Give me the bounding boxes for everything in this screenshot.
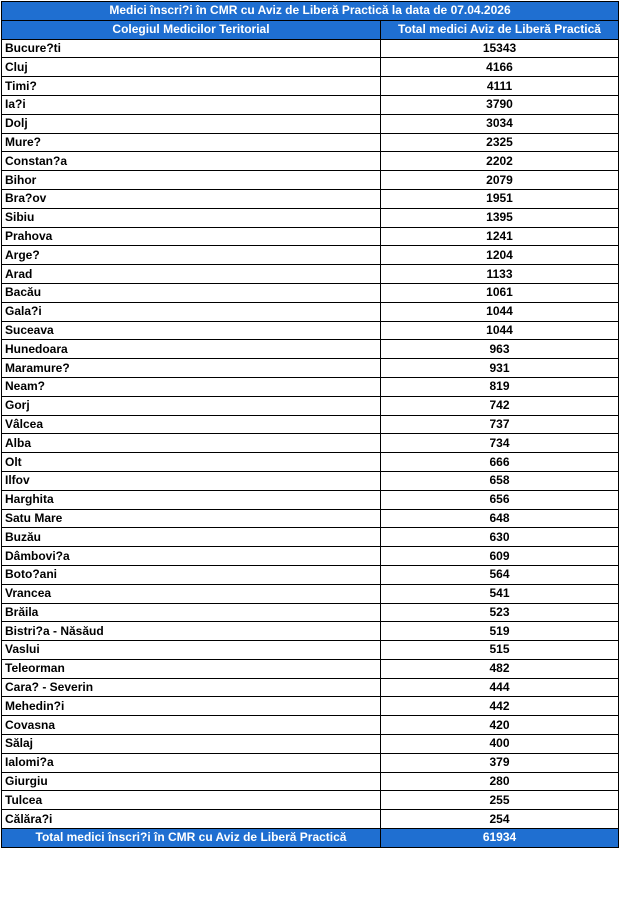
college-name: Suceava xyxy=(2,321,381,340)
college-name: Bacău xyxy=(2,283,381,302)
doctor-count: 734 xyxy=(381,434,619,453)
doctor-count: 2079 xyxy=(381,171,619,190)
table-row xyxy=(2,246,619,265)
table-row xyxy=(2,678,619,697)
college-name: Timi? xyxy=(2,77,381,96)
doctor-count: 630 xyxy=(381,528,619,547)
college-name: Giurgiu xyxy=(2,772,381,791)
doctor-count: 482 xyxy=(381,659,619,678)
college-name: Bra?ov xyxy=(2,189,381,208)
table-row xyxy=(2,584,619,603)
table-title: Medici înscri?i în CMR cu Aviz de Liberă Practică la data de 07.04.2026 xyxy=(2,2,619,21)
college-name: Mehedin?i xyxy=(2,697,381,716)
college-name: Mure? xyxy=(2,133,381,152)
table-row xyxy=(2,490,619,509)
table-row xyxy=(2,171,619,190)
doctor-count: 3790 xyxy=(381,95,619,114)
total-value: 61934 xyxy=(381,829,619,848)
college-name: Bucure?ti xyxy=(2,39,381,58)
college-name: Covasna xyxy=(2,716,381,735)
college-name: Teleorman xyxy=(2,659,381,678)
college-name: Harghita xyxy=(2,490,381,509)
table-row xyxy=(2,396,619,415)
table-row xyxy=(2,189,619,208)
college-name: Cara? - Severin xyxy=(2,678,381,697)
college-name: Călăra?i xyxy=(2,810,381,829)
table-row xyxy=(2,208,619,227)
table-row xyxy=(2,39,619,58)
title-row xyxy=(2,2,619,21)
college-name: Buzău xyxy=(2,528,381,547)
college-name: Vaslui xyxy=(2,641,381,660)
doctor-count: 666 xyxy=(381,453,619,472)
doctor-count: 931 xyxy=(381,359,619,378)
doctor-count: 742 xyxy=(381,396,619,415)
doctor-count: 1133 xyxy=(381,265,619,284)
doctor-count: 523 xyxy=(381,603,619,622)
doctor-count: 3034 xyxy=(381,114,619,133)
doctor-count: 280 xyxy=(381,772,619,791)
doctor-count: 4111 xyxy=(381,77,619,96)
college-name: Cluj xyxy=(2,58,381,77)
college-name: Vrancea xyxy=(2,584,381,603)
doctor-count: 1061 xyxy=(381,283,619,302)
table-row xyxy=(2,659,619,678)
college-name: Ialomi?a xyxy=(2,753,381,772)
doctor-count: 648 xyxy=(381,509,619,528)
table-row xyxy=(2,471,619,490)
doctor-count: 1241 xyxy=(381,227,619,246)
doctor-count: 420 xyxy=(381,716,619,735)
table-row xyxy=(2,359,619,378)
college-name: Hunedoara xyxy=(2,340,381,359)
table-row xyxy=(2,227,619,246)
column-header-college: Colegiul Medicilor Teritorial xyxy=(2,20,381,39)
table-row xyxy=(2,772,619,791)
college-name: Ia?i xyxy=(2,95,381,114)
doctor-count: 1395 xyxy=(381,208,619,227)
table-row xyxy=(2,453,619,472)
total-row xyxy=(2,829,619,848)
college-name: Maramure? xyxy=(2,359,381,378)
total-label: Total medici înscri?i în CMR cu Aviz de Liberă Practică xyxy=(2,829,381,848)
doctor-count: 254 xyxy=(381,810,619,829)
doctor-count: 15343 xyxy=(381,39,619,58)
college-name: Constan?a xyxy=(2,152,381,171)
doctor-count: 1044 xyxy=(381,321,619,340)
college-name: Bistri?a - Năsăud xyxy=(2,622,381,641)
doctor-count: 656 xyxy=(381,490,619,509)
doctors-table xyxy=(1,1,619,848)
table-body xyxy=(2,39,619,828)
doctor-count: 1951 xyxy=(381,189,619,208)
college-name: Sibiu xyxy=(2,208,381,227)
college-name: Arad xyxy=(2,265,381,284)
doctor-count: 658 xyxy=(381,471,619,490)
table-row xyxy=(2,58,619,77)
college-name: Alba xyxy=(2,434,381,453)
table-row xyxy=(2,603,619,622)
header-row xyxy=(2,20,619,39)
doctor-count: 400 xyxy=(381,735,619,754)
table-row xyxy=(2,753,619,772)
table-row xyxy=(2,95,619,114)
college-name: Vâlcea xyxy=(2,415,381,434)
college-name: Gala?i xyxy=(2,302,381,321)
table-row xyxy=(2,340,619,359)
table-row xyxy=(2,265,619,284)
table-row xyxy=(2,565,619,584)
table-row xyxy=(2,716,619,735)
doctor-count: 819 xyxy=(381,377,619,396)
doctor-count: 379 xyxy=(381,753,619,772)
college-name: Tulcea xyxy=(2,791,381,810)
table-row xyxy=(2,377,619,396)
doctor-count: 2325 xyxy=(381,133,619,152)
table-row xyxy=(2,133,619,152)
college-name: Arge? xyxy=(2,246,381,265)
doctor-count: 737 xyxy=(381,415,619,434)
doctor-count: 255 xyxy=(381,791,619,810)
table-row xyxy=(2,509,619,528)
table-row xyxy=(2,547,619,566)
table-row xyxy=(2,528,619,547)
college-name: Boto?ani xyxy=(2,565,381,584)
table-row xyxy=(2,415,619,434)
college-name: Prahova xyxy=(2,227,381,246)
college-name: Neam? xyxy=(2,377,381,396)
college-name: Bihor xyxy=(2,171,381,190)
doctor-count: 515 xyxy=(381,641,619,660)
college-name: Ilfov xyxy=(2,471,381,490)
college-name: Olt xyxy=(2,453,381,472)
table-row xyxy=(2,283,619,302)
table-row xyxy=(2,114,619,133)
doctor-count: 541 xyxy=(381,584,619,603)
doctor-count: 1044 xyxy=(381,302,619,321)
table-row xyxy=(2,697,619,716)
table-row xyxy=(2,641,619,660)
college-name: Brăila xyxy=(2,603,381,622)
doctor-count: 564 xyxy=(381,565,619,584)
college-name: Dâmbovi?a xyxy=(2,547,381,566)
doctor-count: 963 xyxy=(381,340,619,359)
doctor-count: 519 xyxy=(381,622,619,641)
table-row xyxy=(2,77,619,96)
table-row xyxy=(2,152,619,171)
college-name: Satu Mare xyxy=(2,509,381,528)
table-row xyxy=(2,735,619,754)
table-row xyxy=(2,622,619,641)
doctor-count: 444 xyxy=(381,678,619,697)
college-name: Gorj xyxy=(2,396,381,415)
doctor-count: 1204 xyxy=(381,246,619,265)
spreadsheet xyxy=(1,1,618,848)
table-row xyxy=(2,302,619,321)
table-row xyxy=(2,810,619,829)
doctor-count: 2202 xyxy=(381,152,619,171)
doctor-count: 442 xyxy=(381,697,619,716)
doctor-count: 4166 xyxy=(381,58,619,77)
college-name: Dolj xyxy=(2,114,381,133)
doctor-count: 609 xyxy=(381,547,619,566)
college-name: Sălaj xyxy=(2,735,381,754)
column-header-total: Total medici Aviz de Liberă Practică xyxy=(381,20,619,39)
table-row xyxy=(2,434,619,453)
table-row xyxy=(2,321,619,340)
table-row xyxy=(2,791,619,810)
